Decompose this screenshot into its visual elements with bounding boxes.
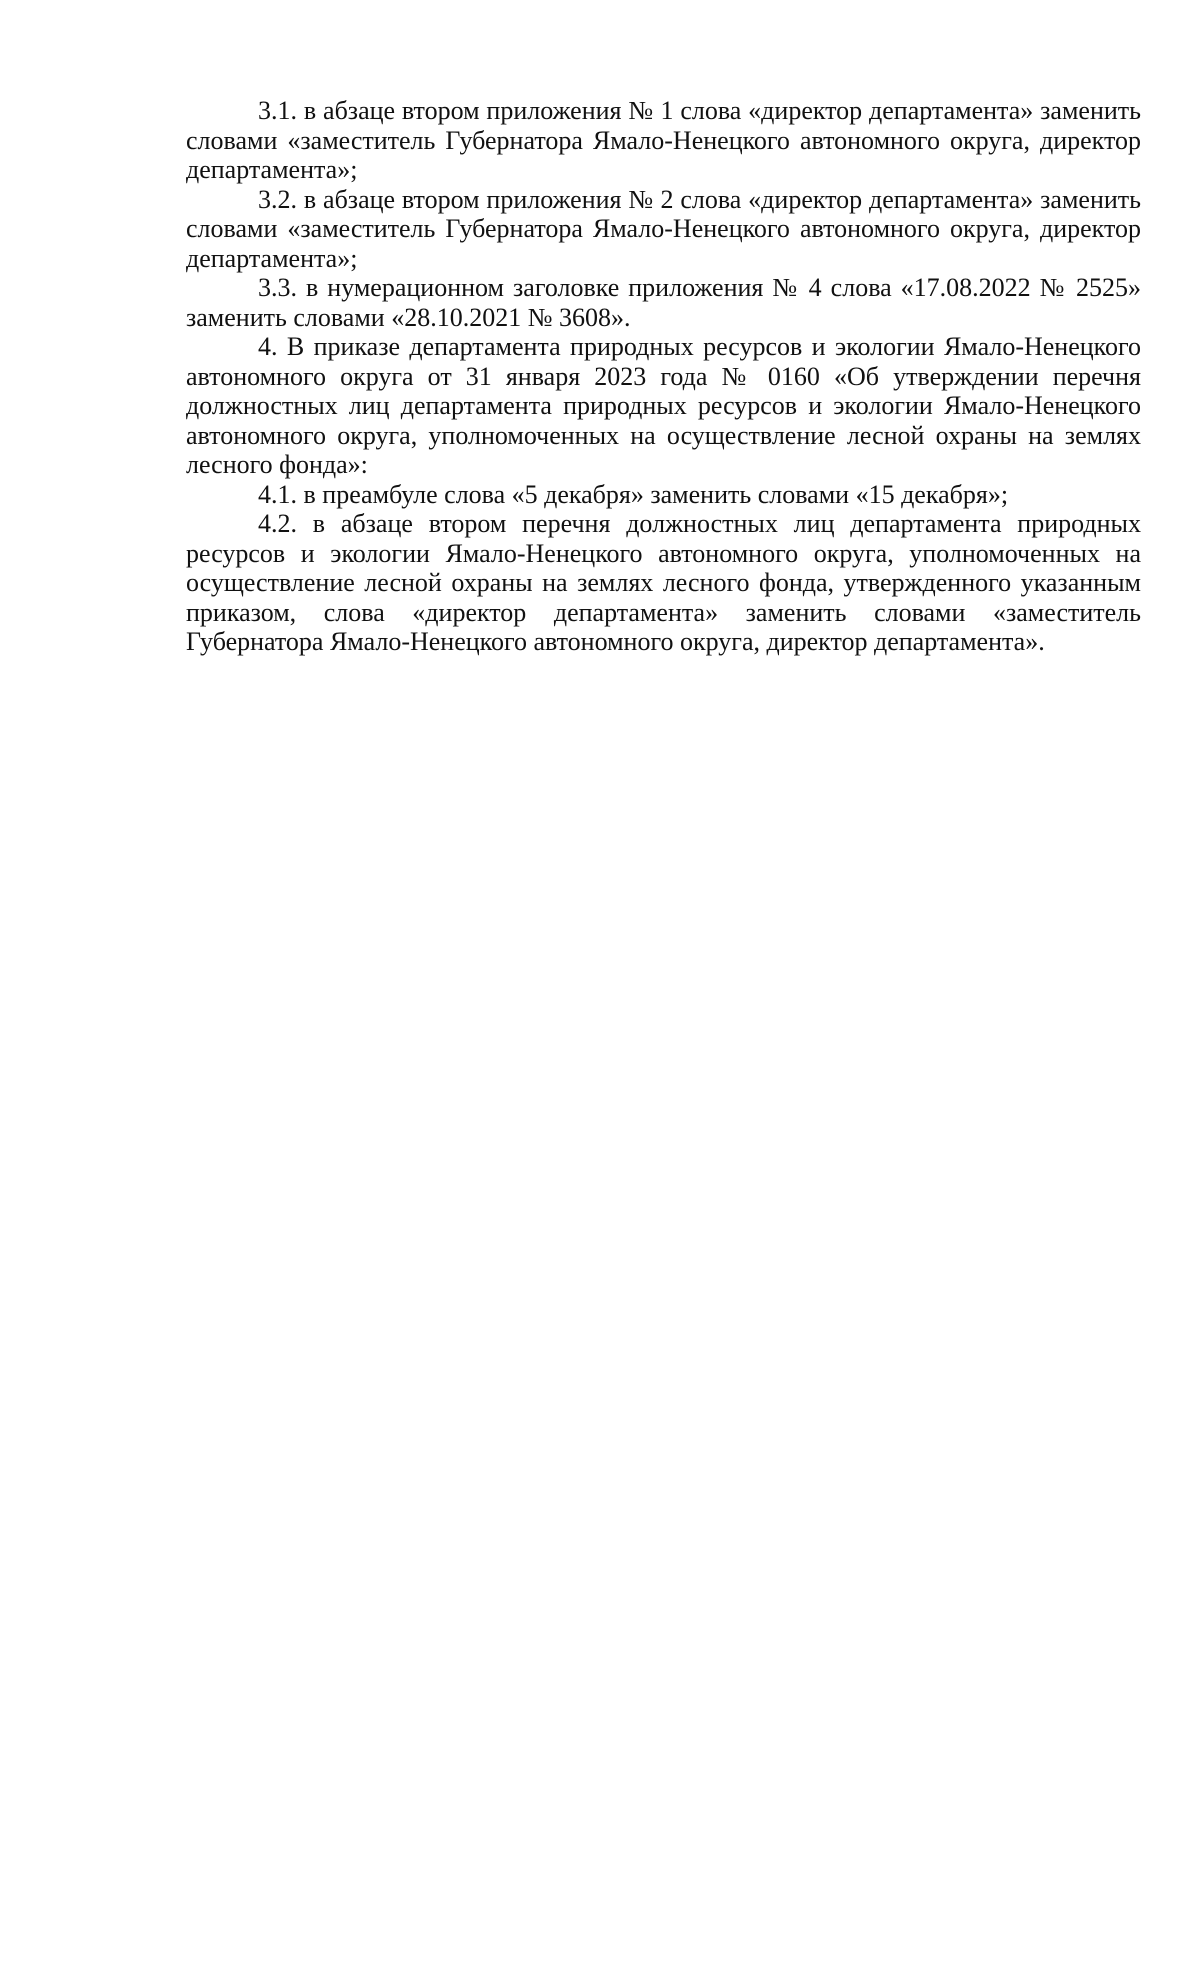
paragraph-3-3: 3.3. в нумерационном заголовке приложения № 4 слова «17.08.2022 № 2525» заменить словами «28.10.2021 № 3608». xyxy=(186,273,1141,332)
paragraph-3-2: 3.2. в абзаце втором приложения № 2 слова «директор департамента» заменить словами «заместитель Губернатора Ямало-Ненецкого автономного округа, директор департамента»; xyxy=(186,184,1141,273)
paragraph-4-2: 4.2. в абзаце втором перечня должностных лиц департамента природных ресурсов и экологии Ямало-Ненецкого автономного округа, уполномоченных на осуществление лесной охраны на землях лесного фонда, утвержденного указанным приказом, слова «директор департамента» заменить словами «заместитель Губернатора Ямало-Ненецкого автономного округа, директор департамента». xyxy=(186,509,1141,656)
document-body xyxy=(186,96,1141,657)
paragraph-4-1: 4.1. в преамбуле слова «5 декабря» заменить словами «15 декабря»; xyxy=(258,479,1009,509)
paragraph-4: 4. В приказе департамента природных ресурсов и экологии Ямало-Ненецкого автономного округа от 31 января 2023 года № 0160 «Об утверждении перечня должностных лиц департамента природных ресурсов и экологии Ямало-Ненецкого автономного округа, уполномоченных на осуществление лесной охраны на землях лесного фонда»: xyxy=(186,332,1141,479)
paragraph-3-1: 3.1. в абзаце втором приложения № 1 слова «директор департамента» заменить словами «заместитель Губернатора Ямало-Ненецкого автономного округа, директор департамента»; xyxy=(186,96,1141,184)
